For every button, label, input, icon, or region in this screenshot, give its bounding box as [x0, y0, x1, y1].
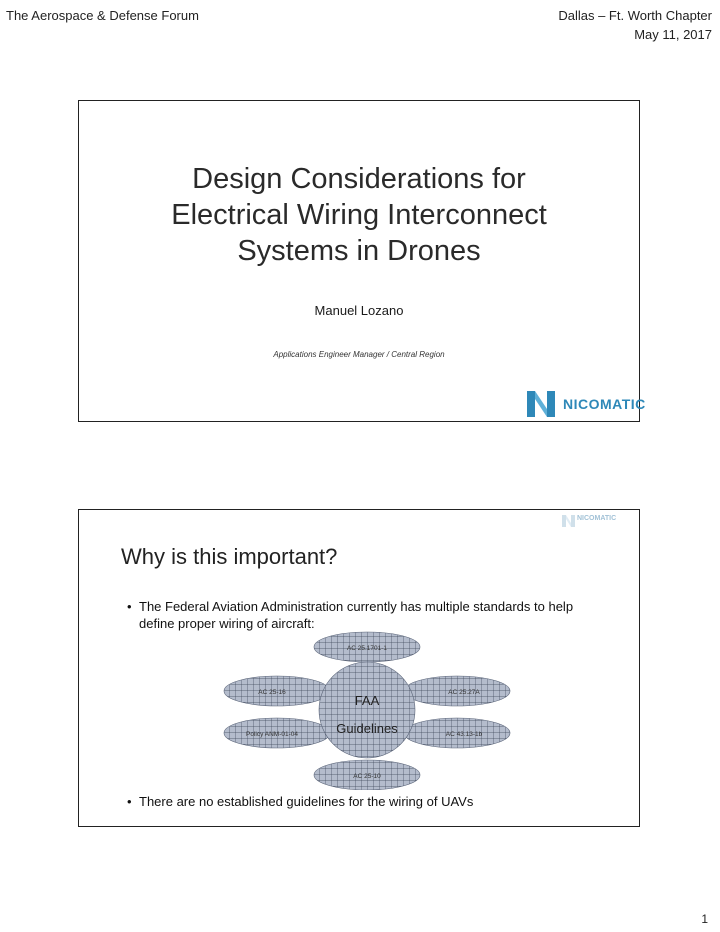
slide-why-important [78, 509, 640, 827]
presenter-role: Applications Engineer Manager / Central Region [273, 350, 445, 359]
bullet-dot-icon: • [127, 599, 132, 614]
bullet-text: There are no established guidelines for the wiring of UAVs [139, 794, 474, 809]
bullet-no-uav-guidelines [127, 793, 597, 810]
page-number: 1 [701, 912, 708, 926]
header-chapter: Dallas – Ft. Worth Chapter [558, 8, 712, 23]
label-bottom: AC 25-10 [353, 773, 381, 780]
label-top: AC 25.1701-1 [346, 645, 388, 652]
header-chapter-date [558, 6, 712, 44]
slide-heading: Why is this important? [121, 544, 338, 569]
label-lower-right: AC 43.13-1b [445, 731, 483, 738]
label-upper-left: AC 25-16 [258, 689, 286, 696]
presentation-title: Design Considerations for Electrical Wiring Interconnect Systems in Drones [171, 163, 547, 267]
header-forum-name: The Aerospace & Defense Forum [6, 8, 199, 23]
header-date: May 11, 2017 [634, 27, 712, 42]
watermark-wordmark: NICOMATIC [577, 515, 617, 522]
bullet-faa-standards [127, 598, 597, 632]
label-lower-left: Policy ANM-01-04 [245, 731, 299, 738]
node-center [319, 662, 415, 758]
logo-wordmark: NICOMATIC [563, 396, 646, 412]
center-label-line1: FAA [354, 693, 380, 708]
center-label-line2: Guidelines [336, 721, 398, 736]
presenter-name: Manuel Lozano [314, 303, 404, 318]
label-upper-right: AC 25.27A [448, 689, 480, 696]
bullet-text: The Federal Aviation Administration currently has multiple standards to help define proper wiring of aircraft: [139, 599, 574, 631]
bullet-dot-icon: • [127, 794, 132, 809]
faa-guidelines-diagram [217, 630, 517, 790]
slide-title [78, 100, 646, 422]
